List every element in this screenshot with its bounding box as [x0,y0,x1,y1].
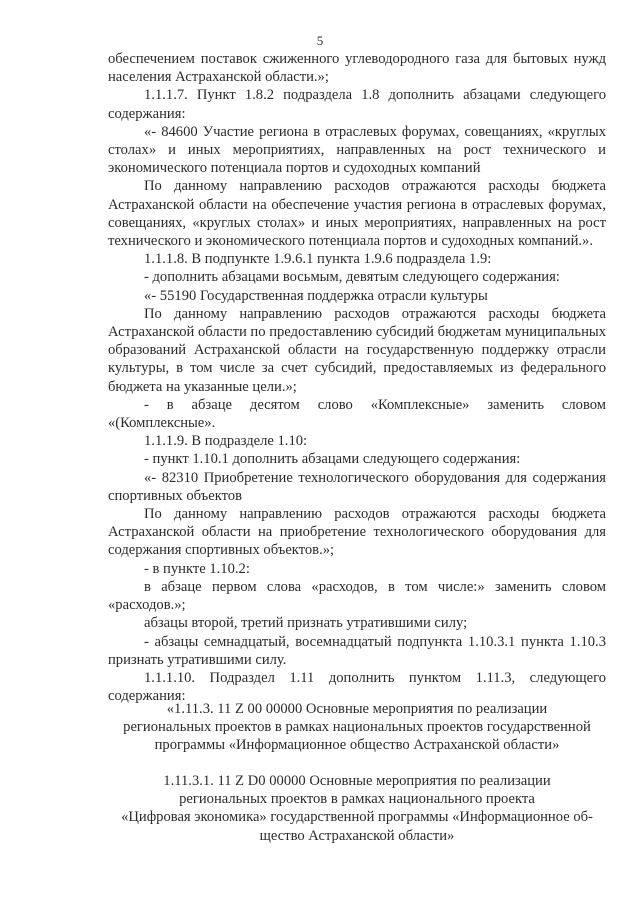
paragraph: - абзацы семнадцатый, восемнадцатый подпункта 1.10.3.1 пункта 1.10.3 признать утратившими силу. [108,633,606,668]
heading-line: «Цифровая экономика» государственной программы «Информационное об- [121,809,593,826]
paragraph: - в пункте 1.10.2: [144,560,250,577]
heading-line: «1.11.3. 11 Z 00 00000 Основные мероприятия по реализации [166,701,548,717]
paragraph: «- 84600 Участие региона в отраслевых форумах, совещаниях, «круглых столах» и иных мероприятиях, направленных на рост технического и экономического потенциала портов и судоходных компаний [108,123,606,177]
paragraph: 1.1.1.9. В подразделе 1.10: [144,433,308,450]
paragraph: 1.1.1.7. Пункт 1.8.2 подраздела 1.8 дополнить абзацами следующего содержания: [108,87,606,122]
paragraph: - дополнить абзацами восьмым, девятым следующего содержания: [144,269,560,286]
section-heading-1-11-3 [108,700,606,755]
heading-line: региональных проектов в рамках национального проекта [179,791,535,808]
paragraph: - пункт 1.10.1 дополнить абзацами следующего содержания: [144,451,521,468]
heading-line: программы «Информационное общество Астраханской области» [154,737,560,754]
paragraph: По данному направлению расходов отражаются расходы бюджета Астраханской области на приобретение технологического оборудования для содержания спортивных объектов.»; [108,506,606,559]
heading-line: щество Астраханской области» [259,827,455,844]
page-number: 5 [316,33,324,48]
paragraph: - в абзаце десятом слово «Комплексные» заменить словом «(Комплексные». [108,396,606,432]
body-text [108,50,606,705]
paragraph: обеспечением поставок сжиженного углеводородного газа для бытовых нужд населения Астраханской области.»; [108,51,606,86]
paragraph: абзацы второй, третий признать утратившими силу; [144,615,468,632]
paragraph: По данному направлению расходов отражаются расходы бюджета Астраханской области по предоставлению субсидий бюджетам муниципальных образований Астраханской области на государственную поддержку отрасли культуры, в том числе за счет субсидий, предоставляемых из федерального бюджета на указанные цели.»; [108,305,606,395]
heading-line: региональных проектов в рамках национальных проектов государственной [123,719,591,736]
paragraph: в абзаце первом слова «расходов, в том числе:» заменить словом «расходов.»; [108,578,606,614]
paragraph: «- 55190 Государственная поддержка отрасли культуры [144,287,488,304]
paragraph: 1.1.1.10. Подраздел 1.11 дополнить пунктом 1.11.3, следующего содержания: [108,669,606,705]
heading-line: 1.11.3.1. 11 Z D0 00000 Основные мероприятия по реализации [163,773,551,789]
paragraph: 1.1.1.8. В подпункте 1.9.6.1 пункта 1.9.6 подраздела 1.9: [144,251,492,268]
paragraph: По данному направлению расходов отражаются расходы бюджета Астраханской области на обеспечение участия региона в отраслевых форумах, совещаниях, «круглых столах» и иных мероприятиях, направленных на рост технического и экономического потенциала портов и судоходных компаний.». [108,178,606,250]
paragraph: «- 82310 Приобретение технологического оборудования для содержания спортивных объектов [108,469,606,504]
section-heading-1-11-3-1 [108,772,606,845]
